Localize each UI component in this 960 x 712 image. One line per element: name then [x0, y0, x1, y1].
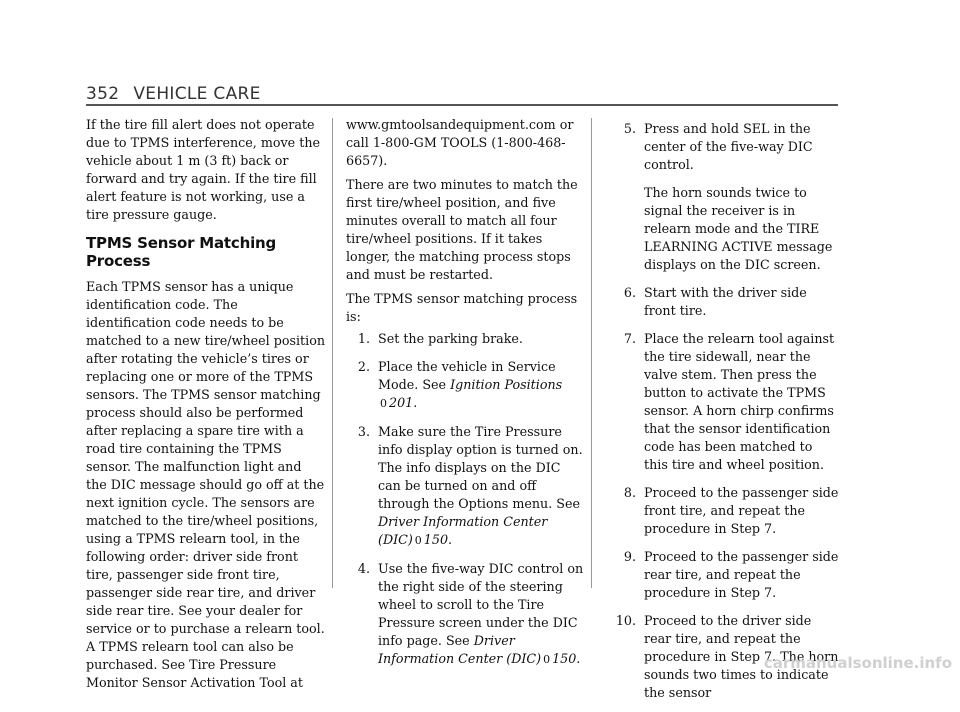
- step-text: Proceed to the passenger side rear tire, and repeat the procedure in Step 7.: [644, 549, 839, 600]
- steps-list: [346, 330, 584, 669]
- body-paragraph: Each TPMS sensor has a unique identification code. The identification code needs to be matched to a new tire/wheel position after rotating the vehicle’s tires or replacing one or more of the TPMS sensors. The TPMS sensor matching process should also be performed after replacing a spare tire with a road tire containing the TPMS sensor. The malfunction light and the DIC message should go off at the next ignition cycle. The sensors are matched to the tire/wheel positions, using a TPMS relearn tool, in the following order: driver side front tire, passenger side front tire, passenger side rear tire, and driver side rear tire. See your dealer for service or to purchase a relearn tool. A TPMS relearn tool can also be purchased. See Tire Pressure Monitor Sensor Activation Tool at: [86, 279, 326, 690]
- step-number: 7.: [623, 331, 636, 346]
- step-number: 5.: [623, 121, 636, 136]
- steps-list: [604, 120, 840, 702]
- step-end: .: [413, 395, 418, 410]
- step-number: 9.: [623, 549, 636, 564]
- step-text: Place the relearn tool against the tire sidewall, near the valve stem. Then press the button to activate the TPMS sensor. A horn chirp confirms that the sensor identification code has been matched to this tire and wheel position.: [644, 331, 835, 472]
- list-item: [346, 330, 584, 348]
- section-heading: TPMS Sensor Matching Process: [86, 234, 277, 270]
- list-item: [346, 423, 584, 550]
- body-paragraph: There are two minutes to match the first tire/wheel position, and five minutes overall to match all four tire/wheel positions. If it takes longer, the matching process stops and must be restarted.: [346, 177, 578, 282]
- step-number: 4.: [357, 561, 370, 576]
- body-paragraph: The TPMS sensor matching process is:: [346, 291, 578, 324]
- step-note: The horn sounds twice to signal the receiver is in relearn mode and the TIRE LEARNING ACTIVE message displays on the DIC screen.: [644, 185, 833, 272]
- step-number: 2.: [357, 359, 370, 374]
- page-ref-arrow-icon: 0: [414, 534, 422, 547]
- column-1: [86, 116, 326, 692]
- step-end: .: [448, 532, 453, 547]
- step-number: 6.: [623, 285, 636, 300]
- step-text: Set the parking brake.: [378, 331, 523, 346]
- page-reference: 150: [423, 532, 449, 547]
- step-text: Press and hold SEL in the center of the five-way DIC control.: [644, 121, 813, 172]
- cross-reference-link[interactable]: Ignition Positions: [450, 377, 563, 392]
- step-end: .: [576, 651, 581, 666]
- header-rule: [86, 104, 838, 106]
- cross-reference-link[interactable]: Driver Information Center (DIC): [378, 633, 542, 666]
- step-number: 3.: [357, 424, 370, 439]
- page-header: [86, 84, 261, 104]
- step-text: Proceed to the driver side rear tire, and repeat the procedure in Step 7. The horn sounds two times to indicate the sensor: [644, 613, 839, 700]
- page-reference: 201: [389, 395, 414, 410]
- list-item: [604, 484, 840, 538]
- step-text: Use the five-way DIC control on the right side of the steering wheel to scroll to the Tire Pressure screen under the DIC info page. See: [378, 561, 584, 648]
- page-ref-arrow-icon: 0: [543, 653, 551, 666]
- list-item: [346, 560, 584, 669]
- step-number: 1.: [357, 331, 370, 346]
- list-item: [346, 358, 584, 413]
- step-text: Proceed to the passenger side front tire, and repeat the procedure in Step 7.: [644, 485, 839, 536]
- step-text: Place the vehicle in Service Mode. See: [378, 359, 556, 392]
- watermark: carmanualsonline.info: [763, 654, 952, 672]
- body-paragraph: www.gmtoolsandequipment.com or call 1-800-GM TOOLS (1-800-468-6657).: [346, 117, 574, 168]
- list-item: [604, 548, 840, 602]
- column-3: [604, 116, 840, 712]
- page-reference: 150: [552, 651, 577, 666]
- step-text: Start with the driver side front tire.: [644, 285, 807, 318]
- section-title: VEHICLE CARE: [133, 84, 261, 104]
- page-number: 352: [86, 84, 120, 104]
- list-item: [604, 330, 840, 474]
- column-divider: [591, 118, 592, 588]
- step-number: 8.: [623, 485, 636, 500]
- column-2: [346, 116, 584, 679]
- cross-reference-link[interactable]: Driver Information Center (DIC): [378, 514, 548, 547]
- list-item: [604, 284, 840, 320]
- list-item: [604, 120, 840, 274]
- column-divider: [332, 118, 333, 588]
- intro-paragraph: If the tire fill alert does not operate due to TPMS interference, move the vehicle about 1 m (3 ft) back or forward and try again. If the tire fill alert feature is not working, use a tire pressure gauge.: [86, 117, 321, 222]
- page-ref-arrow-icon: 0: [380, 397, 387, 410]
- step-text: Make sure the Tire Pressure info display option is turned on. The info displays on the DIC can be turned on and off through the Options menu. See: [378, 424, 583, 511]
- step-number: 10.: [615, 613, 636, 628]
